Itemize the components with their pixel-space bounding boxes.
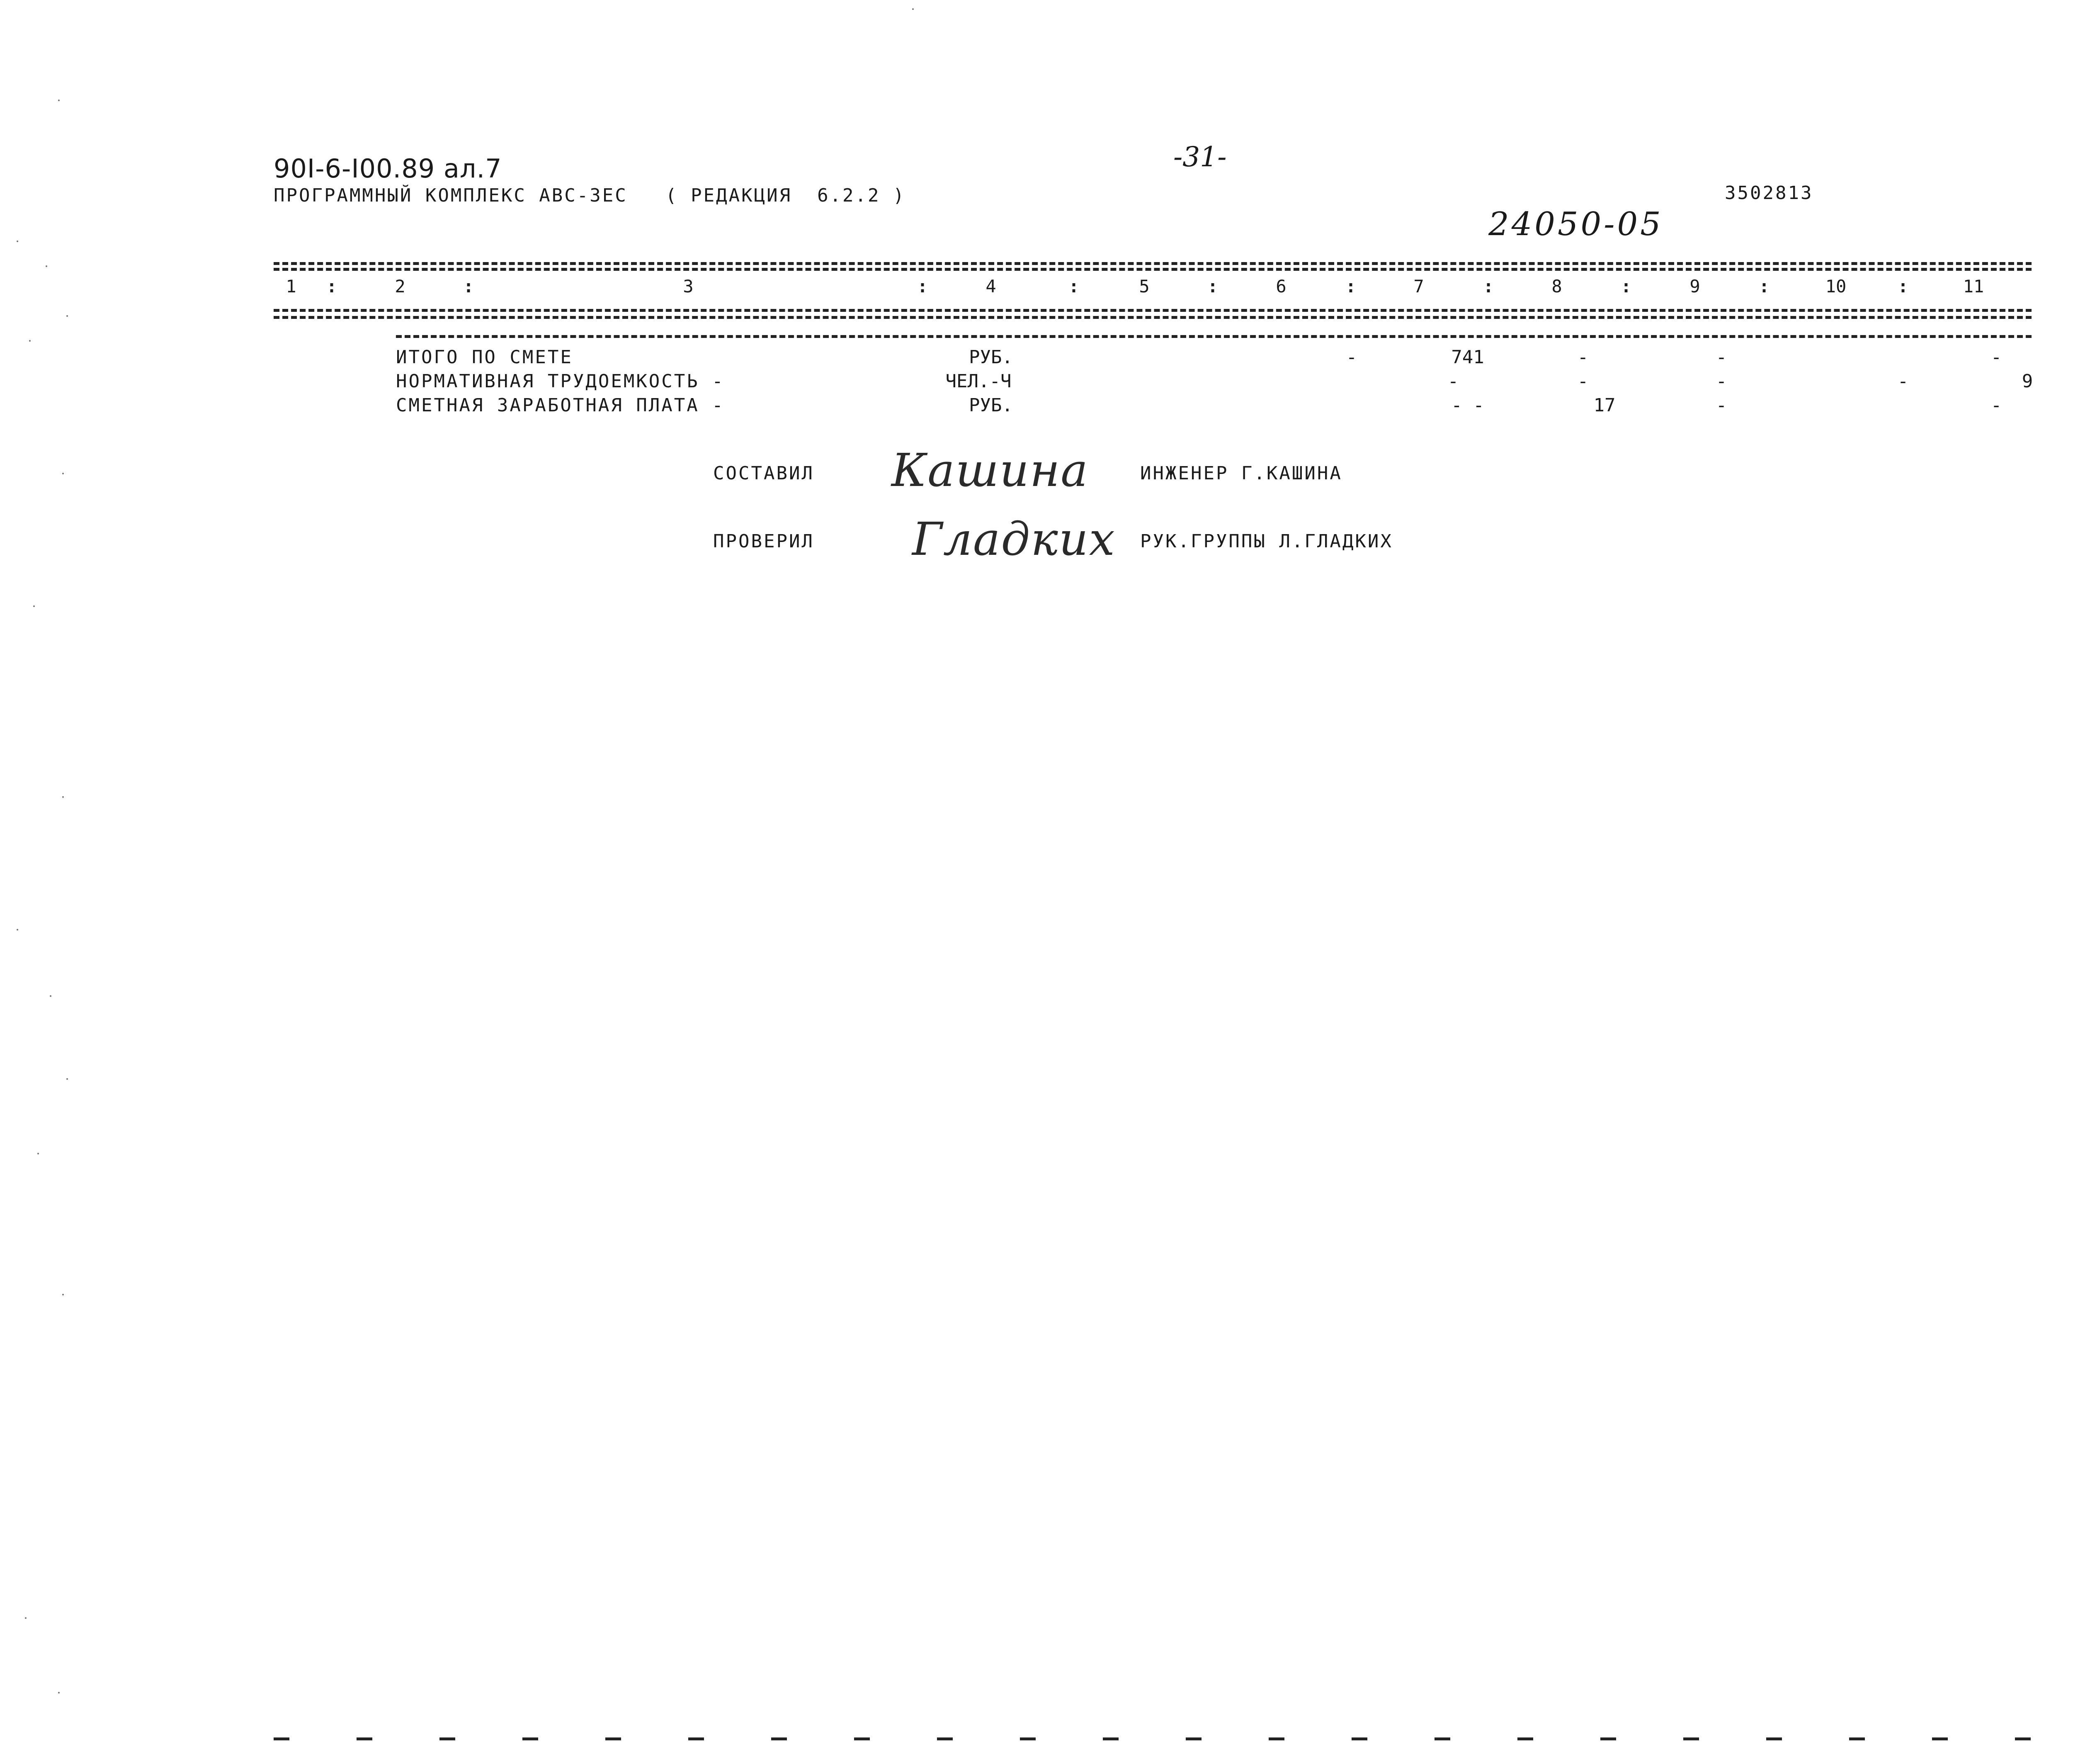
table-cell: - (1990, 395, 2002, 416)
dash-mark (1517, 1737, 1533, 1740)
table-cell: 17 (1593, 395, 1616, 416)
table-rule-header-bottom (274, 309, 2032, 312)
dash-mark (1435, 1737, 1450, 1740)
column-separator: : (1068, 276, 1079, 296)
column-header: 8 (1551, 276, 1562, 296)
scan-speck (29, 340, 31, 342)
column-header: 10 (1825, 276, 1847, 296)
column-separator: : (1621, 276, 1631, 296)
table-cell: - (1716, 395, 1727, 416)
column-separator: : (1207, 276, 1218, 296)
dash-mark (439, 1737, 455, 1740)
column-separator: : (917, 276, 928, 296)
column-separator: : (1898, 276, 1908, 296)
dash-mark (771, 1737, 787, 1740)
table-cell: - (1990, 347, 2002, 368)
row-unit: ЧЕЛ.-Ч (945, 371, 1012, 392)
column-separator: : (1759, 276, 1770, 296)
stamp-number: 24050-05 (1488, 206, 1663, 243)
column-separator: : (1345, 276, 1356, 296)
compiled-label: СОСТАВИЛ (713, 463, 814, 484)
column-header: 6 (1276, 276, 1287, 296)
dash-mark (1352, 1737, 1367, 1740)
dash-mark (1932, 1737, 1948, 1740)
dash-mark (1020, 1737, 1036, 1740)
dash-mark (1600, 1737, 1616, 1740)
table-cell: - (1716, 347, 1727, 368)
scan-speck (50, 995, 51, 997)
column-header: 2 (395, 276, 405, 296)
column-header: 7 (1413, 276, 1424, 296)
table-cell: 741 (1451, 347, 1484, 368)
scan-speck (62, 473, 64, 474)
scan-speck (25, 1617, 27, 1619)
scan-speck (58, 1692, 60, 1694)
record-number: 3502813 (1725, 182, 1813, 204)
dash-mark (1766, 1737, 1782, 1740)
row-label: НОРМАТИВНАЯ ТРУДОЕМКОСТЬ - (396, 371, 725, 392)
scan-speck (33, 605, 35, 607)
dash-mark (274, 1737, 289, 1740)
scan-speck (62, 796, 64, 798)
signature-kashina: Кашина (891, 444, 1089, 497)
scan-speck (58, 100, 60, 101)
dash-mark (1186, 1737, 1202, 1740)
column-separator: : (1483, 276, 1494, 296)
table-cell: - (1346, 347, 1357, 368)
table-cell: - (1577, 371, 1589, 392)
table-cell: - (1447, 371, 1459, 392)
program-line: ПРОГРАММНЫЙ КОМПЛЕКС АВС-3ЕС ( РЕДАКЦИЯ 6.2.2 ) (274, 185, 906, 206)
dash-mark (2015, 1737, 2031, 1740)
table-cell: - (1577, 347, 1589, 368)
table-cell: 9 (2022, 371, 2033, 392)
scan-speck (62, 1294, 64, 1295)
signature-gladkikh: Гладких (912, 513, 1116, 566)
row-label: СМЕТНАЯ ЗАРАБОТНАЯ ПЛАТА - (396, 395, 725, 416)
scan-speck (66, 1078, 68, 1080)
column-separator: : (463, 276, 474, 296)
compiled-by: ИНЖЕНЕР Г.КАШИНА (1140, 463, 1342, 484)
scan-speck (17, 929, 18, 931)
scan-speck (37, 1153, 39, 1154)
scan-speck (46, 265, 47, 267)
column-header: 9 (1689, 276, 1700, 296)
dash-mark (1103, 1737, 1119, 1740)
dash-mark (1683, 1737, 1699, 1740)
table-rule-header-bottom-2 (274, 316, 2032, 319)
page-number: -31- (1173, 141, 1227, 173)
column-separator: : (326, 276, 337, 296)
table-rule-body-top (396, 335, 2032, 338)
dash-mark (522, 1737, 538, 1740)
dash-mark (688, 1737, 704, 1740)
table-rule-top-2 (274, 268, 2032, 271)
dash-mark (1269, 1737, 1284, 1740)
dash-mark (357, 1737, 372, 1740)
row-unit: РУБ. (969, 395, 1013, 416)
row-unit: РУБ. (969, 347, 1013, 368)
checked-label: ПРОВЕРИЛ (713, 531, 814, 552)
table-cell: - (1716, 371, 1727, 392)
column-header: 1 (286, 276, 296, 296)
dash-mark (1849, 1737, 1865, 1740)
row-label: ИТОГО ПО СМЕТЕ (396, 347, 573, 368)
checked-by: РУК.ГРУППЫ Л.ГЛАДКИХ (1140, 531, 1393, 552)
column-header: 4 (986, 276, 996, 296)
document-code: 90I-6-I00.89 ал.7 (274, 153, 502, 184)
scan-speck (17, 241, 18, 242)
column-header: 3 (683, 276, 694, 296)
dash-mark (854, 1737, 870, 1740)
column-header: 5 (1139, 276, 1150, 296)
table-rule-top (274, 262, 2032, 265)
dash-mark (605, 1737, 621, 1740)
column-header: 11 (1963, 276, 1984, 296)
table-cell: - (1897, 371, 1909, 392)
scan-speck (912, 8, 914, 10)
dash-mark (937, 1737, 953, 1740)
table-cell: - - (1451, 395, 1484, 416)
scan-speck (66, 315, 68, 317)
